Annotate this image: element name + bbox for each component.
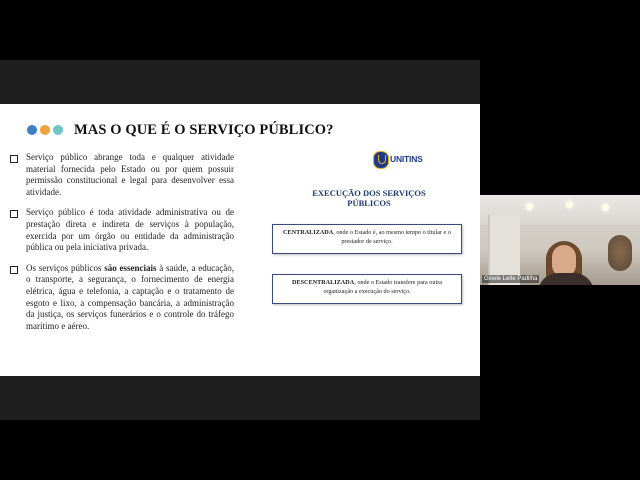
ceiling-light	[566, 201, 573, 208]
bullet-text: Serviço público é toda atividade administrativa ou de prestação direta e indireta de serviços à população, exercida por um órgão ou entidade da administração pública ou pela iniciativa privada.	[26, 207, 234, 253]
blue-dot	[27, 125, 37, 135]
participant-video-tile[interactable]	[480, 195, 640, 285]
bullet-item	[8, 263, 234, 333]
bullet-text	[26, 263, 234, 333]
execution-title: EXECUÇÃO DOS SERVIÇOS PÚBLICOS	[312, 188, 426, 208]
square-bullet-icon	[10, 266, 18, 274]
background-plant	[608, 235, 632, 271]
bullet-item	[8, 152, 234, 198]
box-bold: DESCENTRALIZADA	[291, 279, 355, 286]
unitins-logo	[370, 150, 430, 170]
logo-text: UNITINS	[390, 154, 423, 164]
bullet-item	[8, 207, 234, 253]
square-bullet-icon	[10, 210, 18, 218]
bullet-list	[8, 152, 234, 341]
slide-title: MAS O QUE É O SERVIÇO PÚBLICO?	[74, 122, 334, 138]
box-bold: CENTRALIZADA	[283, 229, 334, 236]
ceiling-light	[526, 203, 533, 210]
top-black-band	[0, 0, 640, 60]
square-bullet-icon	[10, 155, 18, 163]
participant-name-label: Gisele Leite Padilha	[484, 276, 538, 282]
box-text: , onde o Estado é, ao mesmo tempo o titular e o prestador de serviço.	[333, 229, 451, 245]
unitins-emblem-icon	[373, 151, 389, 169]
bullet-text: Serviço público abrange toda e qualquer atividade material fornecida pelo Estado ou por quem possuir permissão constitucional e legal para desenvolver essa atividade.	[26, 152, 234, 197]
bullet-text-post: à saúde, a educação, o transporte, a segurança, o fornecimento de energia elétrica, água e telefonia, a captação e o tratamento de esgoto e lixo, a compensação bancária, a administração da justiça, os serviços funerários e o controle do tráfego marítimo e aéreo.	[26, 262, 235, 331]
orange-dot	[40, 125, 50, 135]
bullet-text-bold: são essenciais	[104, 262, 157, 273]
bottom-black-band	[0, 420, 640, 480]
title-dots	[27, 125, 63, 135]
decentralized-box	[272, 274, 462, 304]
teal-dot	[53, 125, 63, 135]
box-text: , onde o Estado transfere para outra organização a execução do serviço.	[323, 279, 443, 295]
ceiling-light	[602, 204, 609, 211]
bullet-text-pre: Os serviços públicos	[26, 262, 105, 273]
centralized-box	[272, 224, 462, 254]
